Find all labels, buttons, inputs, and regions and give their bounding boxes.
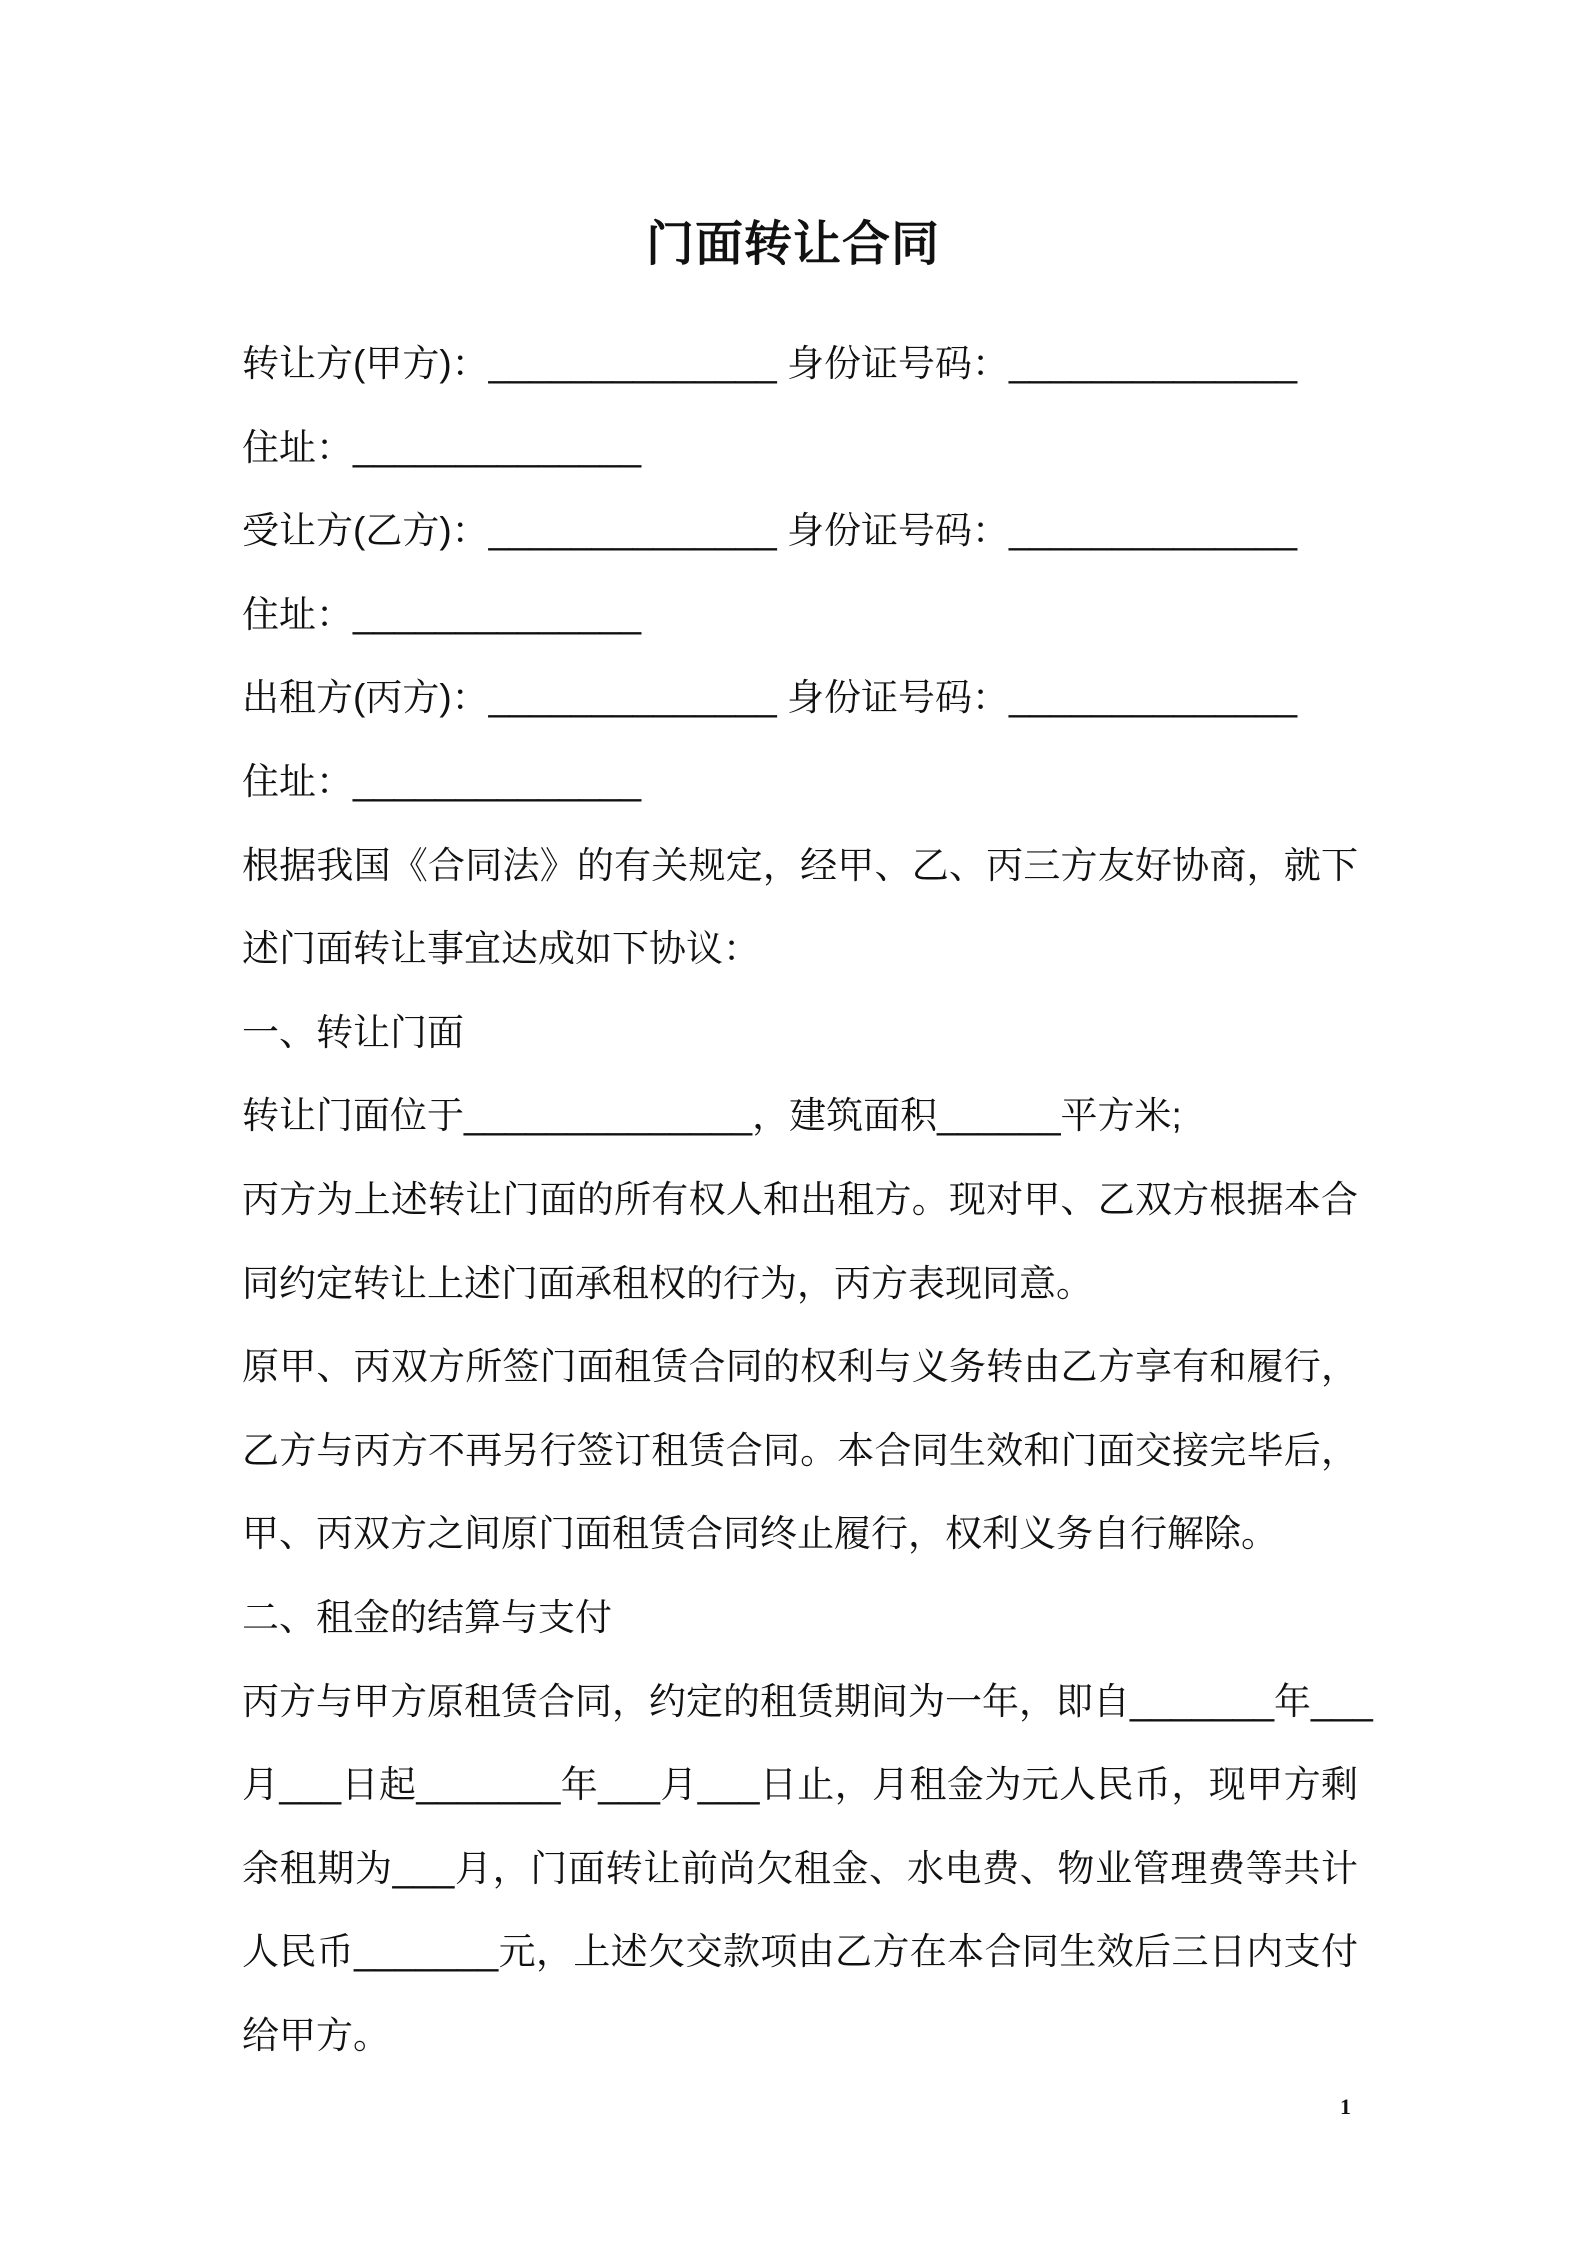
paragraph-line: 住址：______________: [242, 593, 642, 635]
paragraph-line: 二、租金的结算与支付: [242, 1596, 612, 1638]
paragraph-line: 转让方(甲方)：______________ 身份证号码：______________: [242, 343, 1298, 384]
paragraph-line: 月___日起_______年___月___日止，月租金为元人民币，现甲方剩: [242, 1764, 1358, 1806]
document-title: 门面转让合同: [645, 218, 940, 271]
paragraph-line: 住址：______________: [242, 760, 642, 802]
paragraph-line: 一、转让门面: [242, 1011, 464, 1053]
paragraph-line: 同约定转让上述门面承租权的行为，丙方表现同意。: [242, 1262, 1093, 1304]
paragraph-line: 出租方(丙方)：______________ 身份证号码：______________: [242, 677, 1298, 719]
paragraph-line: 受让方(乙方)：______________ 身份证号码：______________: [242, 510, 1298, 552]
paragraph-line: 住址：______________: [242, 426, 642, 468]
paragraph-line: 述门面转让事宜达成如下协议：: [242, 928, 760, 970]
page-number: 1: [1340, 2094, 1351, 2119]
paragraph-line: 原甲、丙双方所签门面租赁合同的权利与义务转由乙方享有和履行，: [242, 1346, 1358, 1388]
paragraph-line: 余租期为___月，门面转让前尚欠租金、水电费、物业管理费等共计: [242, 1847, 1358, 1889]
paragraph-line: 人民币_______元，上述欠交款项由乙方在本合同生效后三日内支付: [242, 1931, 1358, 1973]
document-body: [242, 322, 1373, 2077]
paragraph-line: 转让门面位于______________，建筑面积______平方米;: [242, 1095, 1182, 1137]
paragraph-line: 丙方与甲方原租赁合同，约定的租赁期间为一年，即自_______年___: [242, 1680, 1373, 1722]
paragraph-line: 根据我国《合同法》的有关规定，经甲、乙、丙三方友好协商，就下: [242, 844, 1358, 886]
paragraph-line: 甲、丙双方之间原门面租赁合同终止履行，权利义务自行解除。: [242, 1513, 1278, 1555]
paragraph-line: 给甲方。: [242, 2014, 390, 2056]
paragraph-line: 乙方与丙方不再另行签订租赁合同。本合同生效和门面交接完毕后，: [242, 1429, 1358, 1471]
paragraph-line: 丙方为上述转让门面的所有权人和出租方。现对甲、乙双方根据本合: [242, 1178, 1358, 1220]
